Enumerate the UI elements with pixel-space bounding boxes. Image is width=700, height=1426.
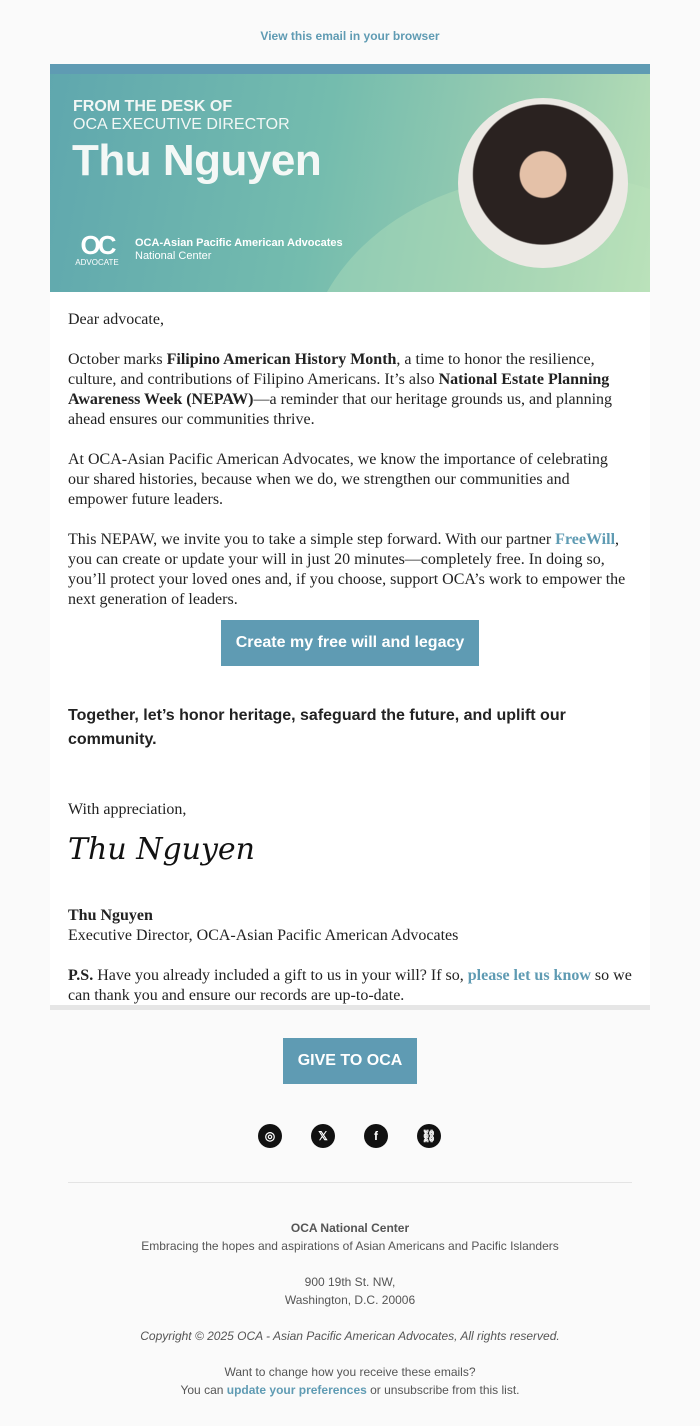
paragraph-2: At OCA-Asian Pacific American Advocates, we know the importance of celebrating our shared histories, because when we do, we strengthen our communities and empower future leaders. (68, 451, 608, 508)
hero-line2: OCA EXECUTIVE DIRECTOR (73, 116, 290, 133)
paragraph-3: This NEPAW, we invite you to take a simple step forward. With our partner FreeWill, you can create or update your will in just 20 minutes—completely free. In doing so, you’ll protect your loved ones and, if you choose, support OCA’s work to empower the next generation of leaders. (68, 531, 626, 608)
hero-org-name: OCA-Asian Pacific American Advocates (135, 237, 343, 249)
instagram-icon[interactable]: ◎ (258, 1124, 282, 1148)
facebook-icon[interactable]: f (364, 1124, 388, 1148)
divider (68, 1182, 632, 1183)
hero-line1: FROM THE DESK OF (73, 98, 233, 115)
signature: Thu Nguyen (68, 832, 255, 867)
footer-change: Want to change how you receive these emails? (224, 1365, 476, 1379)
x-icon[interactable]: 𝕏 (311, 1124, 335, 1148)
postscript: P.S. Have you already included a gift to us in your will? If so, please let us know so we can thank you and ensure our records are up-to-date. (68, 967, 632, 1004)
together-statement: Together, let’s honor heritage, safeguard the future, and uplift our community. (68, 707, 566, 748)
footer-preferences: You can update your preferences or unsubscribe from this list. (180, 1383, 520, 1397)
footer-address-2: Washington, D.C. 20006 (284, 1293, 416, 1307)
signer-name: Thu Nguyen (68, 907, 153, 924)
view-in-browser-link[interactable]: View this email in your browser (260, 29, 440, 43)
footer-org: OCA National Center (290, 1221, 410, 1235)
link-icon[interactable]: ⛓ (417, 1124, 441, 1148)
footer-copyright: Copyright © 2025 OCA - Asian Pacific American Advocates, All rights reserved. (140, 1329, 560, 1343)
give-button[interactable]: GIVE TO OCA (283, 1038, 417, 1084)
hero-top-band (50, 64, 650, 74)
footer (0, 1219, 700, 1399)
hero-org-sub: National Center (135, 250, 212, 262)
letter-body (50, 292, 650, 1006)
hero-banner (50, 64, 650, 292)
director-photo (458, 98, 628, 268)
let-us-know-link[interactable]: please let us know (467, 967, 591, 984)
freewill-link[interactable]: FreeWill (555, 531, 616, 548)
social-links (258, 1124, 441, 1148)
footer-tagline: Embracing the hopes and aspirations of Asian Americans and Pacific Islanders (141, 1239, 559, 1253)
update-preferences-link[interactable]: update your preferences (226, 1383, 367, 1397)
signer-block (68, 906, 632, 946)
signer-title: Executive Director, OCA-Asian Pacific American Advocates (68, 927, 459, 944)
create-will-button[interactable]: Create my free will and legacy (221, 620, 479, 666)
email-card (50, 64, 650, 1010)
greeting: Dear advocate, (68, 311, 164, 328)
closing: With appreciation, (68, 801, 187, 818)
footer-address-1: 900 19th St. NW, (304, 1275, 396, 1289)
hero-name: Thu Nguyen (72, 136, 322, 185)
oca-logo: OC ADVOCATE (75, 230, 119, 267)
paragraph-1: October marks Filipino American History Month, a time to honor the resilience, culture, and contributions of Filipino Americans. It’s also National Estate Planning Awareness Week (NEPAW)—a reminder that our heritage grounds us, and planning ahead ensures our communities thrive. (68, 351, 613, 428)
